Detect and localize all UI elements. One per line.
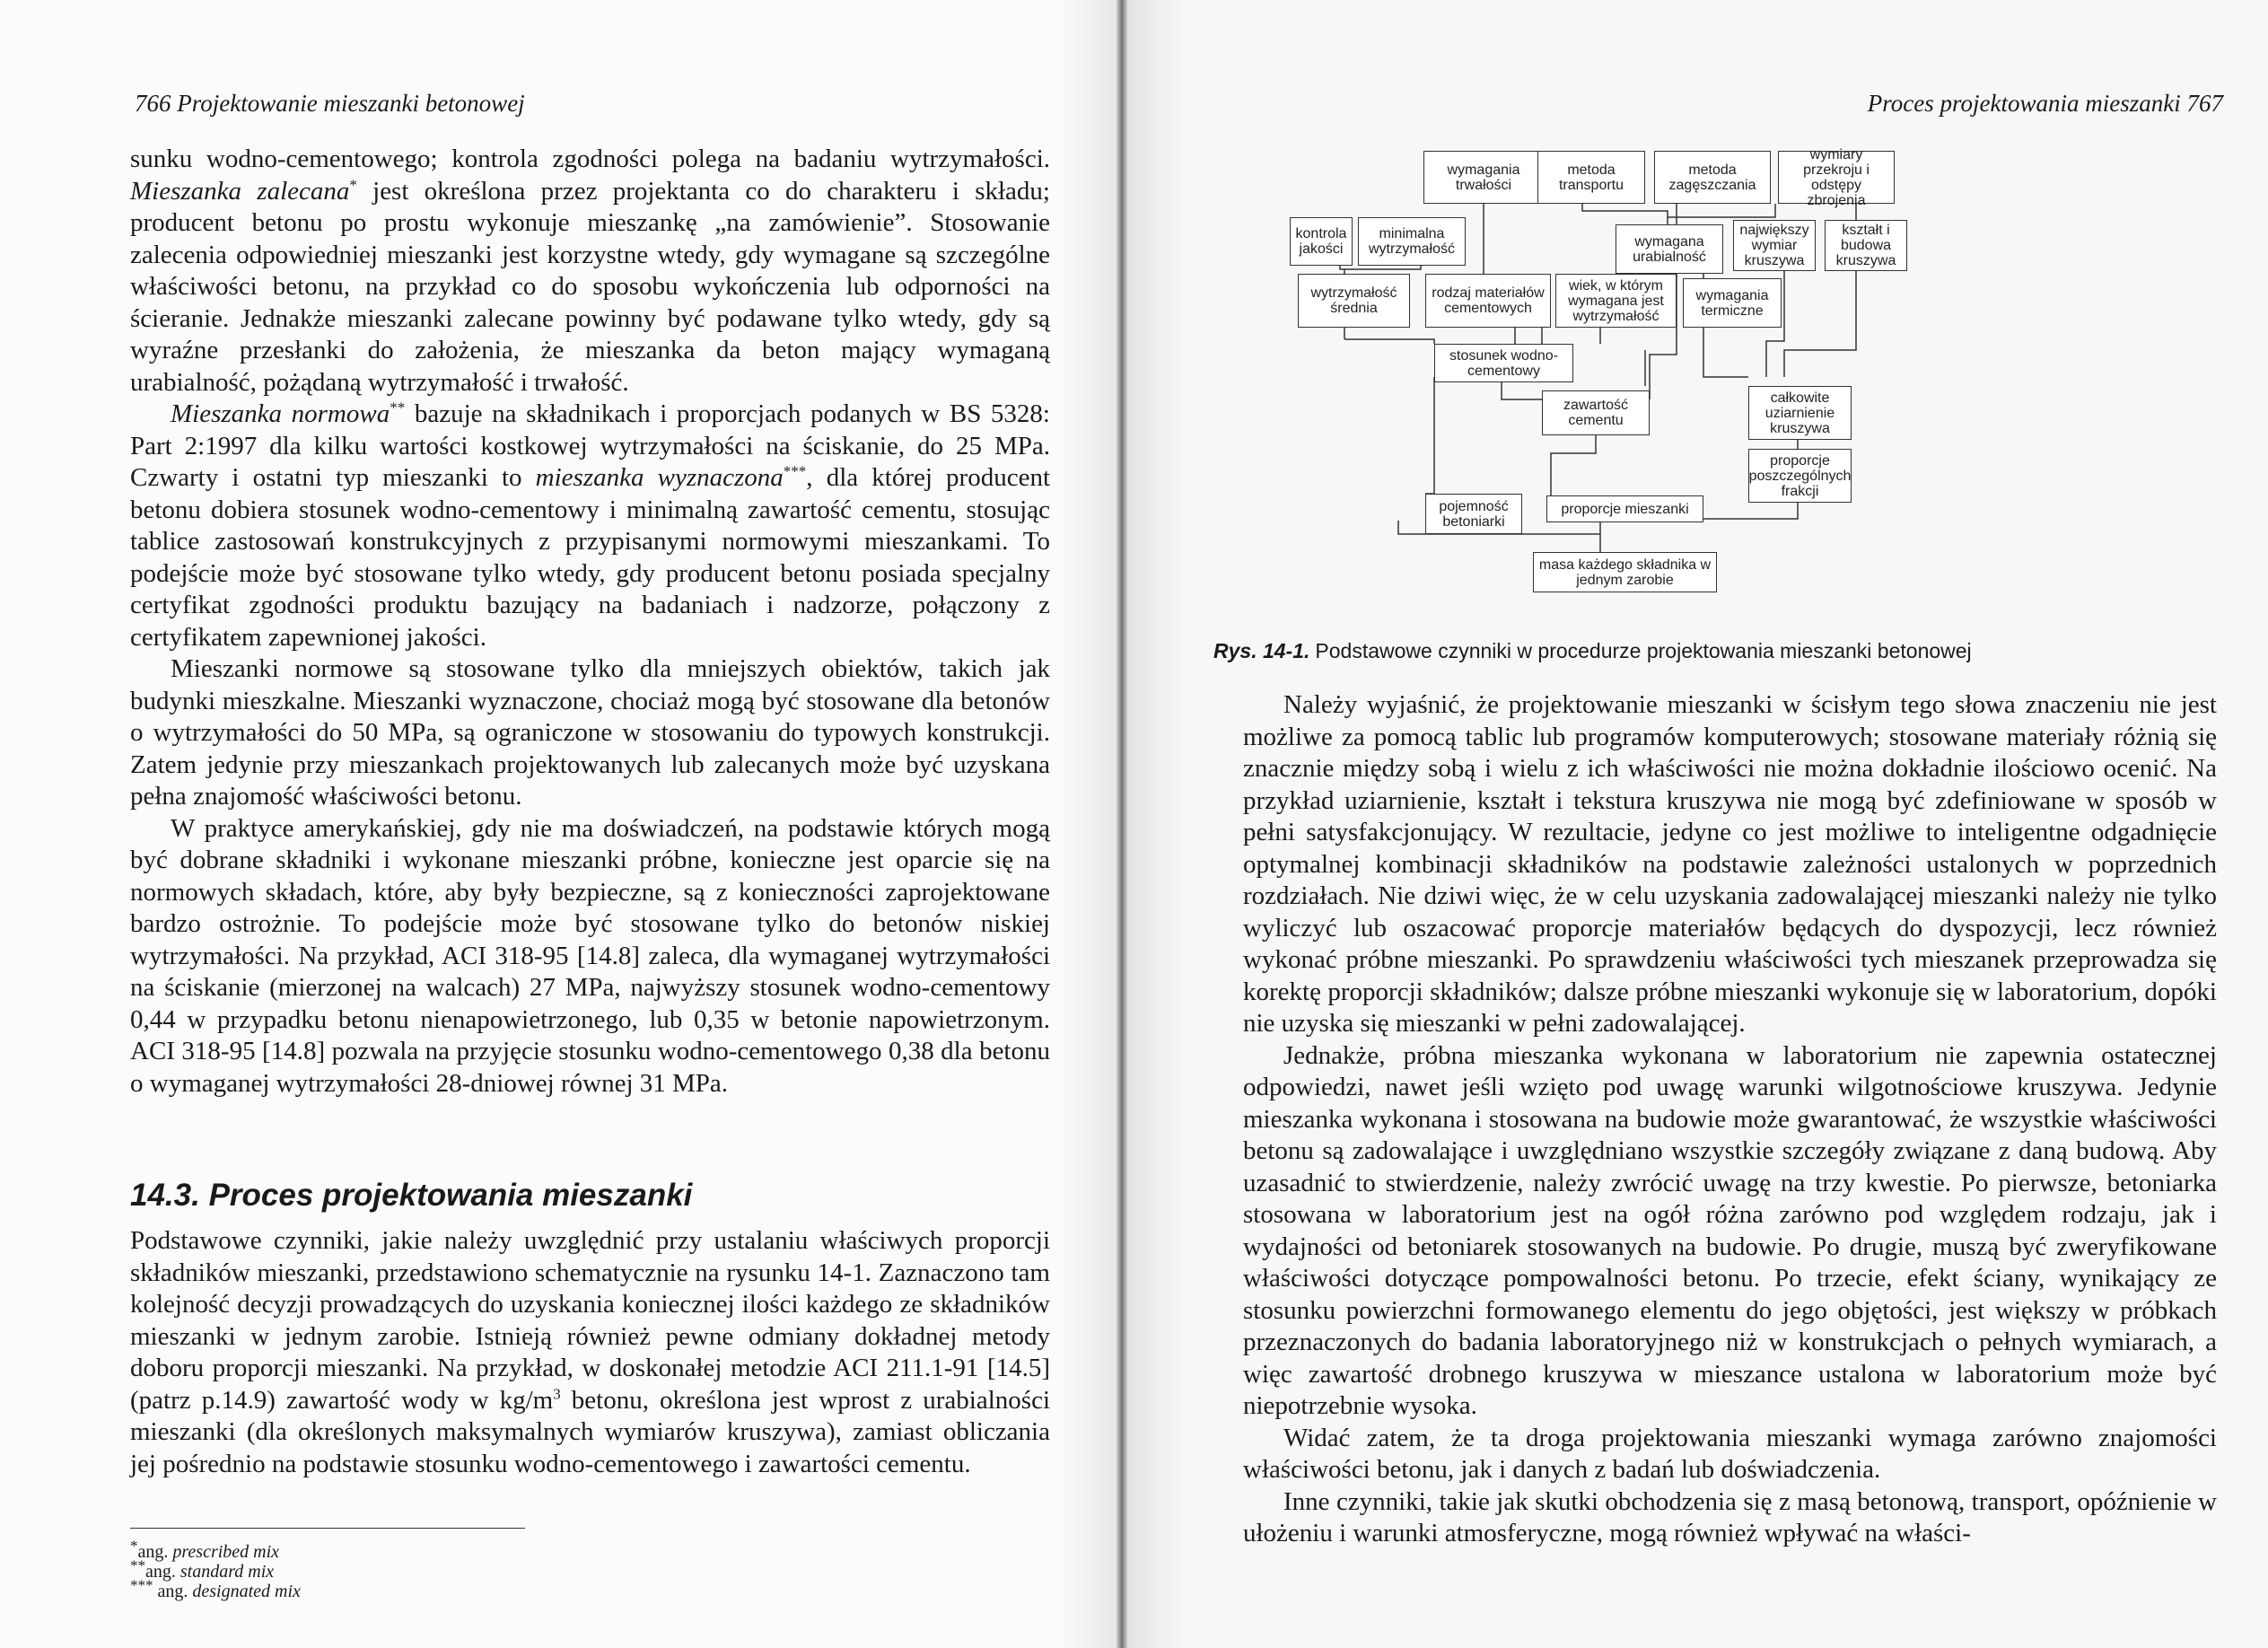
- box-aggregate-shape: kształt i budowa kruszywa: [1825, 220, 1907, 271]
- right-paragraph-4: Inne czynniki, takie jak skutki obchodzenia się z masą betonową, transport, opóźnienie w ułożeniu i warunki atmosferyczne, mogą również wpływać na właści-: [1243, 1486, 2217, 1547]
- mix-design-flowchart: [1282, 144, 2000, 642]
- box-required-workability: wymagana urabialność: [1616, 224, 1723, 274]
- box-minimum-strength: minimalna wytrzymałość: [1358, 217, 1466, 266]
- box-mixer-capacity: pojemność betoniarki: [1425, 494, 1522, 534]
- box-cement-content: zawartość cementu: [1542, 390, 1650, 435]
- paragraph-3: Mieszanki normowe są stosowane tylko dla mniejszych obiektów, takich jak budynki mieszkalne. Mieszanki wyznaczone, chociaż mogą być stosowane dla betonów o wytrzymałości do 50 MPa, są ograniczone w stosowaniu do typowych konstrukcji. Zatem jedynie przy mieszankach projektowanych lub zalecanych może być uzyskana pełna znajomość właściwości betonu.: [130, 654, 1050, 811]
- box-batch-mass: masa każdego składnika w jednym zarobie: [1533, 552, 1717, 592]
- term-prescribed-mix: Mieszanka zalecana: [130, 176, 350, 206]
- left-page: [0, 0, 1122, 1648]
- paragraph-1: sunku wodno-cementowego; kontrola zgodności polega na badaniu wytrzymałości. Mieszanka zalecana* jest określona przez projektanta co do charakteru i składu; producent betonu po prostu wykonuje mieszankę „na zamówienie”. Stosowanie zalecenia odpowiedniej mieszanki jest korzystne wtedy, gdy wymagane są szczególne właściwości betonu, na przykład co do sposobu wykończenia lub odporności na ścieranie. Jednakże mieszanki zalecane powinny być podawane tylko wtedy, gdy są wyraźne przesłanki do założenia, że mieszanka da beton mający wymaganą urabialność, pożądaną wytrzymałość i trwałość.: [130, 145, 1050, 397]
- paragraph-4: W praktyce amerykańskiej, gdy nie ma doświadczeń, na podstawie których mogą być dobrane składniki i wykonane mieszanki próbne, konieczne jest oparcie się na normowych składach, które, aby były bezpieczne, są z konieczności zaprojektowane bardzo ostrożnie. To podejście może być stosowane tylko do betonów niskiej wytrzymałości. Na przykład, ACI 318-95 [14.8] zaleca, dla wymaganej wytrzymałości na ściskanie (mierzonej na walcach) 27 MPa, najwyższy stosunek wodno-cementowy 0,44 w przypadku betonu nienapowietrzonego, lub 0,35 w betonie napowietrzonym. ACI 318-95 [14.8] pozwala na przyjęcie stosunku wodno-cementowego 0,38 dla betonu o wymaganej wytrzymałości 28-dniowej równej 31 MPa.: [130, 813, 1050, 1098]
- left-running-header: 766 Projektowanie mieszanki betonowej: [135, 90, 525, 117]
- box-thermal-requirements: wymagania termiczne: [1683, 278, 1782, 328]
- box-cementitious-materials: rodzaj materiałów cementowych: [1425, 274, 1551, 328]
- box-max-aggregate-size: największy wymiar kruszywa: [1733, 220, 1816, 271]
- figure-caption: [1213, 639, 1972, 663]
- right-paragraph-3: Widać zatem, że ta droga projektowania mieszanki wymaga zarówno znajomości właściwości betonu, jak i danych z badań lub doświadczenia.: [1243, 1423, 2217, 1484]
- box-strength-age: wiek, w którym wymagana jest wytrzymałość: [1555, 274, 1677, 328]
- box-water-cement-ratio: stosunek wodno-cementowy: [1434, 344, 1573, 382]
- footnote-mark: **: [390, 399, 406, 416]
- box-transport-method: metoda transportu: [1537, 151, 1645, 204]
- box-mean-strength: wytrzymałość średnia: [1298, 274, 1410, 328]
- term-standard-mix: Mieszanka normowa: [171, 399, 390, 428]
- box-compaction-method: metoda zagęszczania: [1654, 151, 1771, 204]
- box-fraction-proportions: proporcje poszczególnych frakcji: [1748, 449, 1852, 503]
- footnote-mark: *: [349, 175, 357, 193]
- box-section-dimensions: wymiary przekroju i odstępy zbrojenia: [1778, 151, 1895, 204]
- right-paragraph-1: Należy wyjaśnić, że projektowanie mieszanki w ścisłym tego słowa znaczeniu nie jest możliwe za pomocą tablic lub programów komputerowych; stosowane materiały różnią się znacznie między sobą i wielu z ich właściwości nie można dokładnie ilościowo ocenić. Na przykład uziarnienie, kształt i tekstura kruszywa nie mogą być zdefiniowane w sposób w pełni satysfakcjonujący. W rezultacie, jedyne co jest możliwe to inteligentne odgadnięcie optymalnej kombinacji składników na podstawie zależności ustalonych w poprzednich rozdziałach. Nie dziwi więc, że w celu uzyskania zadowalającej mieszanki należy nie tylko wyliczyć lub oszacować proporcje materiałów będących do dyspozycji, lecz również wykonać próbne mieszanki. Po sprawdzeniu właściwości tych mieszanek przeprowadza się korektę proporcji składników; dalsze próbne mieszanki wykonuje się w laboratorium, dopóki nie uzyska się mieszanki w pełni zadowalającej.: [1243, 690, 2217, 1038]
- box-quality-control: kontrola jakości: [1290, 217, 1353, 266]
- book-gutter-shadow: [1059, 0, 1185, 1648]
- footnote-1: *ang. prescribed mix: [130, 1537, 280, 1562]
- left-body-text: [130, 144, 1050, 1100]
- footnote-mark: ***: [783, 462, 807, 480]
- section-paragraph: Podstawowe czynniki, jakie należy uwzględnić przy ustalaniu właściwych proporcji składników mieszanki, przedstawiono schematycznie na rysunku 14-1. Zaznaczono tam kolejność decyzji prowadzących do uzyskania koniecznej ilości każdego ze składników mieszanki w jednym zarobie. Istnieją również pewne odmiany dokładnej metody doboru proporcji mieszanki. Na przykład, w doskonałej metodzie ACI 211.1-91 [14.5] (patrz p.14.9) zawartość wody w $kg/m^3$ betonu, określona jest wprost z urabialności mieszanki (dla określonych maksymalnych wymiarów kruszywa), zamiast obliczania jej pośrednio na podstawie stosunku wodno-cementowego i zawartości cementu.: [130, 1226, 1050, 1478]
- footnote-2: **ang. standard mix: [130, 1556, 275, 1582]
- paragraph-2: Mieszanka normowa** bazuje na składnikach i proporcjach podanych w BS 5328: Part 2:1997 dla kilku wartości kostkowej wytrzymałości na ściskanie, do 25 MPa. Czwarty i ostatni typ mieszanki to mieszanka wyznaczona***, dla której producent betonu dobiera stosunek wodno-cementowy i minimalną zawartość cementu, stosując tablice zastosowań konstrukcyjnych z przypisanymi normowymi mieszankami. To podejście może być stosowane tylko wtedy, gdy producent betonu posiada specjalny certyfikat zgodności produktu bazujący na badaniach i nadzorze, połączony z certyfikatem zapewnionej jakości.: [130, 399, 1050, 652]
- right-running-header: Proces projektowania mieszanki 767: [1867, 90, 2223, 117]
- box-durability: wymagania trwałości: [1423, 151, 1544, 204]
- right-body-text: [1243, 689, 2217, 1550]
- term-designated-mix: mieszanka wyznaczona: [535, 463, 784, 492]
- figure-caption-text: Podstawowe czynniki w procedurze projektowania mieszanki betonowej: [1315, 639, 1972, 662]
- figure-label: Rys. 14-1.: [1213, 639, 1310, 662]
- footnote-rule: [130, 1528, 525, 1529]
- section-heading: 14.3. Proces projektowania mieszanki: [130, 1178, 693, 1213]
- footnote-3: *** ang. designated mix: [130, 1576, 301, 1601]
- footnotes: [130, 1537, 301, 1601]
- box-mix-proportions: proporcje mieszanki: [1546, 495, 1703, 522]
- section-body-text: [130, 1225, 1050, 1480]
- box-total-grading: całkowite uziarnienie kruszywa: [1748, 386, 1852, 440]
- right-paragraph-2: Jednakże, próbna mieszanka wykonana w laboratorium nie zapewnia ostatecznej odpowiedzi, nawet jeśli wzięto pod uwagę warunki wilgotnościowe kruszywa. Jedynie mieszanka wykonana i stosowana na budowie może gwarantować, że wszystkie właściwości betonu są zadowalające i uwzględniano wszystkie szczegóły związane z daną budową. Aby uzasadnić to stwierdzenie, należy zwrócić uwagę na trzy kwestie. Po pierwsze, betoniarka stosowana w laboratorium jest na ogół różna zarówno pod względem rodzaju, jak i wydajności od betoniarek stosowanych na budowie. Po drugie, muszą być zweryfikowane właściwości dotyczące pompowalności betonu. Po trzecie, efekt ściany, wynikający ze stosunku powierzchni formowanego elementu do jego objętości, jest większy w próbkach przeznaczonych do badania laboratoryjnego niż w konstrukcjach o pełnych wymiarach, a więc zawartość drobnego kruszywa w mieszance ustalona w laboratorium może być niepotrzebnie wysoka.: [1243, 1040, 2217, 1420]
